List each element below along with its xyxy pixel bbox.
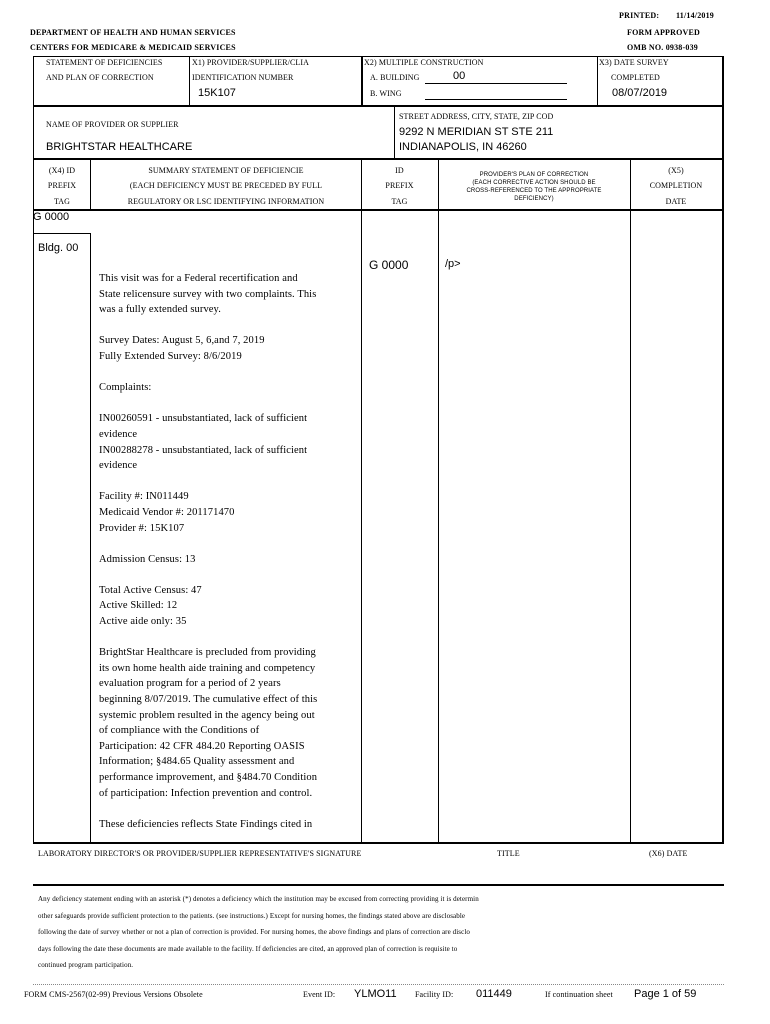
plan-subheader-3: DEFICIENCY) — [514, 196, 554, 202]
summary-line: Total Active Census: 47 — [99, 584, 202, 596]
provider-name-label: NAME OF PROVIDER OR SUPPLIER — [46, 120, 179, 129]
deficiency-tag-right: G 0000 — [369, 258, 409, 272]
statement-label: STATEMENT OF DEFICIENCIES — [46, 58, 163, 67]
building-label: A. BUILDING — [370, 73, 420, 82]
summary-line: of compliance with the Conditions of — [99, 725, 260, 737]
summary-line: its own home health aide training and competency — [99, 662, 316, 674]
footnote-line: Any deficiency statement ending with an asterisk (*) denotes a deficiency which the institution may be excused from correcting providing it is determin — [38, 895, 479, 903]
form-number: FORM CMS-2567(02-99) Previous Versions Obsolete — [24, 990, 203, 999]
continuation-sheet-label: If continuation sheet — [545, 990, 613, 999]
footnote-line: other safeguards provide sufficient protection to the patients. (see instructions.) Except for nursing homes, the findings stated above are disclosable — [38, 911, 466, 920]
date-header: DATE — [665, 197, 687, 206]
summary-line: BrightStar Healthcare is precluded from providing — [99, 647, 316, 659]
summary-line: evaluation program for a period of 2 years — [99, 678, 281, 690]
provider-id-label: X1) PROVIDER/SUPPLIER/CLIA — [192, 58, 310, 67]
address-line-1: 9292 N MERIDIAN ST STE 211 — [399, 126, 554, 138]
title-label: TITLE — [497, 849, 520, 858]
footnote-line: following the date of survey whether or not a plan of correction is provided. For nursing homes, the above findings and plans of correction are disclo — [38, 928, 470, 936]
summary-line: IN00288278 - unsubstantiated, lack of sufficient — [99, 444, 308, 456]
summary-line — [99, 396, 339, 412]
x4-id-header: (X4) ID — [48, 166, 76, 175]
summary-header: SUMMARY STATEMENT OF DEFICIENCIE — [148, 166, 304, 175]
x4-prefix-header: PREFIX — [47, 181, 77, 190]
deficiency-tag-left: G 0000 — [33, 211, 70, 223]
identification-number-label: IDENTIFICATION NUMBER — [192, 73, 294, 82]
summary-line: Active Skilled: 12 — [99, 600, 178, 612]
summary-line — [99, 536, 339, 552]
summary-subheader: (EACH DEFICIENCY MUST BE PRECEDED BY FULL — [129, 181, 323, 190]
summary-line — [99, 801, 339, 817]
id-header: ID — [395, 166, 404, 175]
summary-line — [99, 630, 339, 646]
provider-name-value: BRIGHTSTAR HEALTHCARE — [46, 141, 193, 153]
completion-header: COMPLETION — [649, 181, 703, 190]
provider-id-value: 15K107 — [198, 87, 236, 99]
summary-line — [99, 318, 339, 334]
summary-line: State relicensure survey with two complaints. This — [99, 288, 317, 300]
signature-label: LABORATORY DIRECTOR'S OR PROVIDER/SUPPLIER REPRESENTATIVE'S SIGNATURE — [38, 849, 362, 858]
printed-date: 11/14/2019 — [676, 11, 715, 20]
summary-line — [99, 567, 339, 583]
centers-name: CENTERS FOR MEDICARE & MEDICAID SERVICES — [30, 43, 236, 52]
id-prefix-header: PREFIX — [385, 181, 414, 190]
plan-header: PROVIDER'S PLAN OF CORRECTION — [479, 172, 589, 178]
address-label: STREET ADDRESS, CITY, STATE, ZIP COD — [399, 112, 554, 121]
plan-of-correction-label: AND PLAN OF CORRECTION — [46, 73, 154, 82]
plan-subheader-2: CROSS-REFERENCED TO THE APPROPRIATE — [466, 188, 602, 194]
date-survey-label: X3) DATE SURVEY — [599, 58, 669, 67]
summary-line: Facility #: IN011449 — [99, 491, 189, 503]
building-value: 00 — [453, 70, 466, 82]
footnote-line: days following the date these documents are made available to the facility. If deficiencies are cited, an approved plan of correction is requisite to — [38, 944, 458, 953]
department-name: DEPARTMENT OF HEALTH AND HUMAN SERVICES — [30, 28, 236, 37]
summary-line — [99, 474, 339, 490]
summary-line: evidence — [99, 460, 138, 472]
facility-id-value: 011449 — [476, 988, 512, 1000]
summary-line: Information; §484.65 Quality assessment and — [99, 756, 295, 768]
summary-line: systemic problem resulted in the agency being out — [99, 709, 315, 721]
plan-subheader-1: (EACH CORRECTIVE ACTION SHOULD BE — [472, 180, 596, 186]
address-line-2: INDIANAPOLIS, IN 46260 — [399, 141, 527, 153]
summary-line: was a fully extended survey. — [99, 304, 221, 316]
signature-date-label: (X6) DATE — [649, 849, 688, 858]
summary-line: evidence — [99, 428, 138, 440]
summary-line: beginning 8/07/2019. The cumulative effect of this — [99, 694, 318, 706]
building-number: Bldg. 00 — [38, 242, 79, 254]
id-tag-header: TAG — [391, 197, 408, 206]
x5-header: (X5) — [668, 166, 684, 175]
footnote-line: continued program participation. — [38, 961, 134, 969]
summary-subheader-2: REGULATORY OR LSC IDENTIFYING INFORMATION — [127, 197, 325, 206]
summary-line: performance improvement, and §484.70 Condition — [99, 772, 318, 783]
summary-statement — [99, 271, 339, 832]
summary-line: Survey Dates: August 5, 6,and 7, 2019 — [99, 335, 265, 347]
summary-line: Participation: 42 CFR 484.20 Reporting OASIS — [99, 740, 305, 752]
summary-line — [99, 365, 339, 381]
survey-completed-date: 08/07/2019 — [612, 87, 668, 99]
summary-line: IN00260591 - unsubstantiated, lack of sufficient — [99, 413, 308, 425]
footnote — [38, 891, 738, 974]
x4-tag-header: TAG — [53, 197, 71, 206]
omb-number: OMB NO. 0938-039 — [627, 43, 698, 52]
signature-divider — [33, 884, 724, 886]
event-id-value: YLMO11 — [354, 988, 397, 1000]
facility-id-label: Facility ID: — [415, 990, 454, 999]
completed-label: COMPLETED — [611, 73, 660, 82]
summary-line: Active aide only: 35 — [99, 616, 187, 628]
summary-line: These deficiencies reflects State Findings cited in — [99, 818, 313, 830]
printed-label: PRINTED: — [619, 11, 660, 20]
summary-line: Medicaid Vendor #: 201171470 — [99, 506, 235, 518]
wing-label: B. WING — [370, 89, 402, 98]
footer-divider — [33, 984, 724, 985]
summary-line: Admission Census: 13 — [99, 553, 196, 565]
summary-line: Fully Extended Survey: 8/6/2019 — [99, 350, 242, 362]
summary-line: of participation: Infection prevention and control. — [99, 787, 313, 799]
summary-line: Complaints: — [99, 382, 152, 394]
summary-line: Provider #: 15K107 — [99, 522, 185, 534]
plan-of-correction-text: /p> — [445, 258, 461, 270]
page-number: Page 1 of 59 — [634, 988, 697, 1000]
event-id-label: Event ID: — [303, 990, 336, 999]
multiple-construction-label: X2) MULTIPLE CONSTRUCTION — [364, 58, 484, 67]
summary-line: This visit was for a Federal recertification and — [99, 273, 298, 284]
form-approved: FORM APPROVED — [627, 28, 701, 37]
